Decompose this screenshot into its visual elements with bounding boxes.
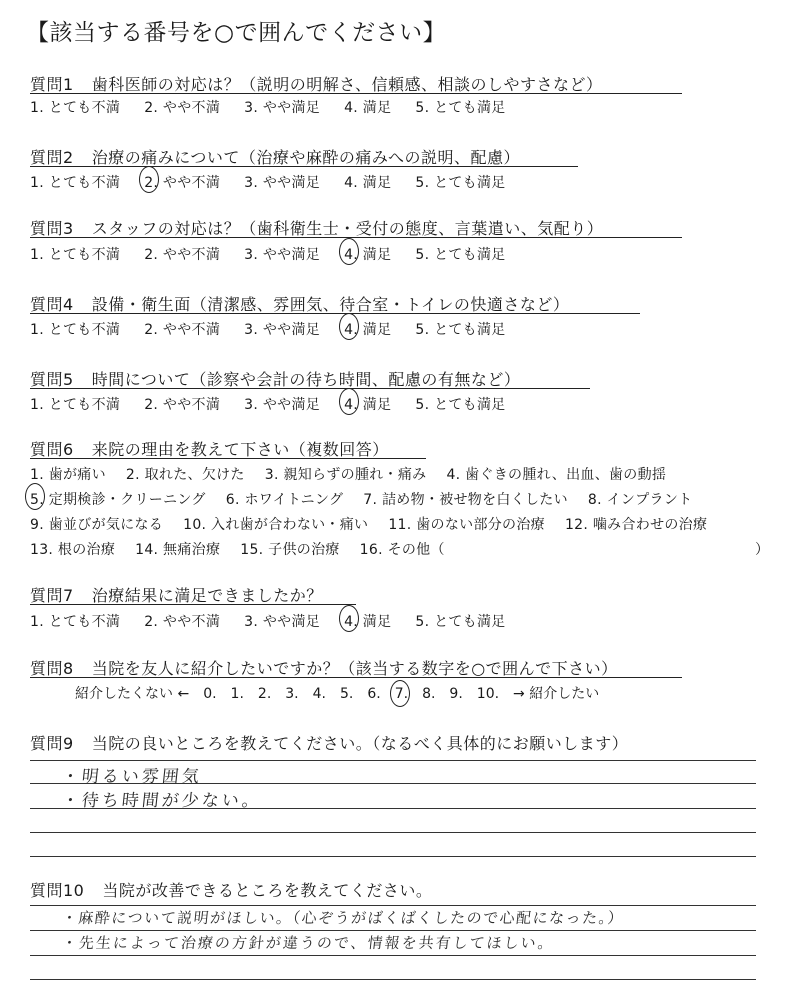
question-number: 質問5 — [30, 370, 74, 389]
option-5[interactable]: 5. とても満足 — [415, 175, 506, 191]
question-text: 治療結果に満足できましたか？ — [91, 586, 323, 605]
answer-circle — [339, 388, 359, 415]
option-3[interactable]: 3. やや満足 — [244, 322, 321, 338]
option-1[interactable]: 1. とても不満 — [30, 614, 121, 630]
option-4[interactable]: 4. 満足 — [344, 394, 391, 414]
question-number: 質問1 — [30, 75, 74, 94]
scale-2[interactable]: 2. — [257, 686, 272, 702]
question-7 — [30, 583, 323, 606]
option-13[interactable]: 13. 根の治療 — [30, 542, 116, 558]
option-1[interactable]: 1. 歯が痛い — [30, 467, 106, 483]
question-text: 来院の理由を教えて下さい（複数回答） — [91, 440, 389, 459]
other-close-paren: ） — [755, 542, 769, 558]
option-4[interactable]: 4. 満足 — [344, 100, 392, 116]
writing-line — [30, 832, 756, 833]
scale-4[interactable]: 4. — [312, 686, 326, 702]
question-10 — [30, 878, 432, 901]
question-2 — [30, 145, 520, 168]
option-12[interactable]: 12. 噛み合わせの治療 — [564, 517, 708, 533]
question-number: 質問7 — [30, 586, 74, 605]
question-1 — [30, 72, 603, 95]
scale-right-label: → 紹介したい — [513, 686, 600, 702]
handwritten-answer-q10-2: ・先生によって治療の方針が違うので、情報を共有してほしい。 — [61, 934, 556, 952]
writing-line — [30, 955, 756, 956]
scale-6[interactable]: 6. — [367, 686, 381, 702]
option-3[interactable]: 3. 親知らずの腫れ・痛み — [264, 467, 427, 483]
option-4[interactable]: 4. 満足 — [344, 175, 392, 191]
option-2[interactable]: 2. やや不満 — [144, 100, 221, 116]
answer-circle — [339, 313, 359, 340]
scale-5[interactable]: 5. — [339, 686, 354, 702]
option-5[interactable]: 5. とても満足 — [415, 614, 506, 630]
q3-options — [30, 244, 530, 264]
option-4[interactable]: 4. 満足 — [344, 611, 391, 631]
writing-line — [30, 856, 756, 857]
answer-circle — [339, 238, 359, 265]
option-2[interactable]: 2. 取れた、欠けた — [125, 467, 245, 483]
question-underline — [30, 166, 578, 167]
option-16[interactable]: 16. その他（ — [359, 542, 445, 558]
option-9[interactable]: 9. 歯並びが気になる — [30, 517, 164, 533]
option-1[interactable]: 1. とても不満 — [30, 100, 121, 116]
scale-1[interactable]: 1. — [230, 686, 244, 702]
scale-9[interactable]: 9. — [449, 686, 463, 702]
question-underline — [30, 388, 590, 389]
q1-options — [30, 97, 530, 117]
option-1[interactable]: 1. とても不満 — [30, 247, 121, 263]
q2-options — [30, 172, 530, 192]
form-header: 【該当する番号を○で囲んでください】 — [26, 20, 447, 46]
scale-10[interactable]: 10. — [476, 686, 500, 702]
option-1[interactable]: 1. とても不満 — [30, 397, 121, 413]
option-2[interactable]: 2. やや不満 — [144, 172, 220, 192]
option-1[interactable]: 1. とても不満 — [30, 175, 121, 191]
option-4[interactable]: 4. 満足 — [344, 244, 391, 264]
question-text: 治療の痛みについて（治療や麻酔の痛みへの説明、配慮） — [91, 148, 521, 167]
question-underline — [30, 458, 426, 459]
question-text: 当院が改善できるところを教えてください。 — [102, 881, 433, 900]
option-8[interactable]: 8. インプラント — [587, 492, 693, 508]
q6-row-1 — [30, 464, 686, 484]
question-text: 当院を友人に紹介したいですか？（該当する数字を○で囲んで下さい） — [91, 659, 618, 678]
option-7[interactable]: 7. 詰め物・被せ物を白くしたい — [363, 492, 568, 508]
answer-circle — [25, 483, 45, 510]
q6-row-2 — [30, 489, 712, 509]
option-2[interactable]: 2. やや不満 — [144, 397, 221, 413]
handwritten-answer-q9-1: ・明るい雰囲気 — [60, 767, 203, 787]
option-3[interactable]: 3. やや満足 — [244, 100, 321, 116]
question-5 — [30, 367, 520, 390]
question-number: 質問8 — [30, 659, 74, 678]
option-3[interactable]: 3. やや満足 — [244, 175, 321, 191]
question-4 — [30, 292, 569, 315]
option-2[interactable]: 2. やや不満 — [144, 614, 221, 630]
option-3[interactable]: 3. やや満足 — [244, 614, 321, 630]
scale-left-label: 紹介したくない ← — [75, 686, 190, 702]
question-underline — [30, 237, 682, 238]
option-4[interactable]: 4. 歯ぐきの腫れ、出血、歯の動揺 — [446, 467, 667, 483]
question-6 — [30, 437, 389, 460]
option-5[interactable]: 5. とても満足 — [415, 322, 506, 338]
question-3 — [30, 216, 603, 239]
question-text: 設備・衛生面（清潔感、雰囲気、待合室・トイレの快適さなど） — [91, 295, 570, 314]
option-15[interactable]: 15. 子供の治療 — [240, 542, 340, 558]
q5-options — [30, 394, 530, 414]
writing-line — [30, 930, 756, 931]
writing-line — [30, 979, 756, 980]
question-number: 質問10 — [30, 881, 85, 900]
option-11[interactable]: 11. 歯のない部分の治療 — [388, 517, 545, 533]
scale-0[interactable]: 0. — [203, 686, 217, 702]
option-2[interactable]: 2. やや不満 — [144, 322, 221, 338]
option-1[interactable]: 1. とても不満 — [30, 322, 121, 338]
option-5[interactable]: 5. とても満足 — [415, 100, 506, 116]
question-number: 質問3 — [30, 219, 74, 238]
option-14[interactable]: 14. 無痛治療 — [135, 542, 221, 558]
option-3[interactable]: 3. やや満足 — [244, 397, 321, 413]
option-2[interactable]: 2. やや不満 — [144, 247, 221, 263]
question-8 — [30, 656, 618, 679]
question-number: 質問2 — [30, 148, 74, 167]
scale-3[interactable]: 3. — [285, 686, 299, 702]
option-4[interactable]: 4. 満足 — [344, 319, 391, 339]
answer-circle — [339, 605, 359, 632]
handwritten-answer-q10-1: ・麻酔について説明がほしい。（心ぞうがばくばくしたので心配になった。） — [61, 909, 626, 927]
question-text: 歯科医師の対応は？（説明の明解さ、信頼感、相談のしやすさなど） — [91, 75, 603, 94]
writing-line — [30, 905, 756, 906]
question-number: 質問9 — [30, 734, 74, 753]
question-number: 質問4 — [30, 295, 74, 314]
scale-7[interactable]: 7. — [395, 686, 408, 702]
question-number: 質問6 — [30, 440, 74, 459]
question-text: 時間について（診察や会計の待ち時間、配慮の有無など） — [91, 370, 521, 389]
scale-8[interactable]: 8. — [422, 686, 436, 702]
question-text: 当院の良いところを教えてください。（なるべく具体的にお願いします） — [91, 734, 629, 753]
answer-circle — [390, 680, 410, 707]
q6-row-4 — [30, 539, 465, 559]
q7-options — [30, 611, 530, 631]
question-underline — [30, 677, 682, 678]
option-5[interactable]: 5. とても満足 — [415, 247, 506, 263]
handwritten-answer-q9-2: ・待ち時間が少ない。 — [60, 791, 263, 811]
q4-options — [30, 319, 530, 339]
option-6[interactable]: 6. ホワイトニング — [225, 492, 344, 508]
option-10[interactable]: 10. 入れ歯が合わない・痛い — [183, 517, 369, 533]
option-5[interactable]: 5. 定期検診・クリーニング — [30, 489, 206, 509]
question-underline — [30, 604, 356, 605]
question-underline — [30, 93, 682, 94]
writing-line — [30, 760, 756, 761]
option-3[interactable]: 3. やや満足 — [244, 247, 321, 263]
option-5[interactable]: 5. とても満足 — [415, 397, 506, 413]
q6-row-3 — [30, 514, 727, 534]
question-text: スタッフの対応は？（歯科衛生士・受付の態度、言葉遣い、気配り） — [91, 219, 604, 238]
question-9 — [30, 731, 628, 754]
recommend-scale — [75, 683, 613, 703]
question-underline — [30, 313, 640, 314]
